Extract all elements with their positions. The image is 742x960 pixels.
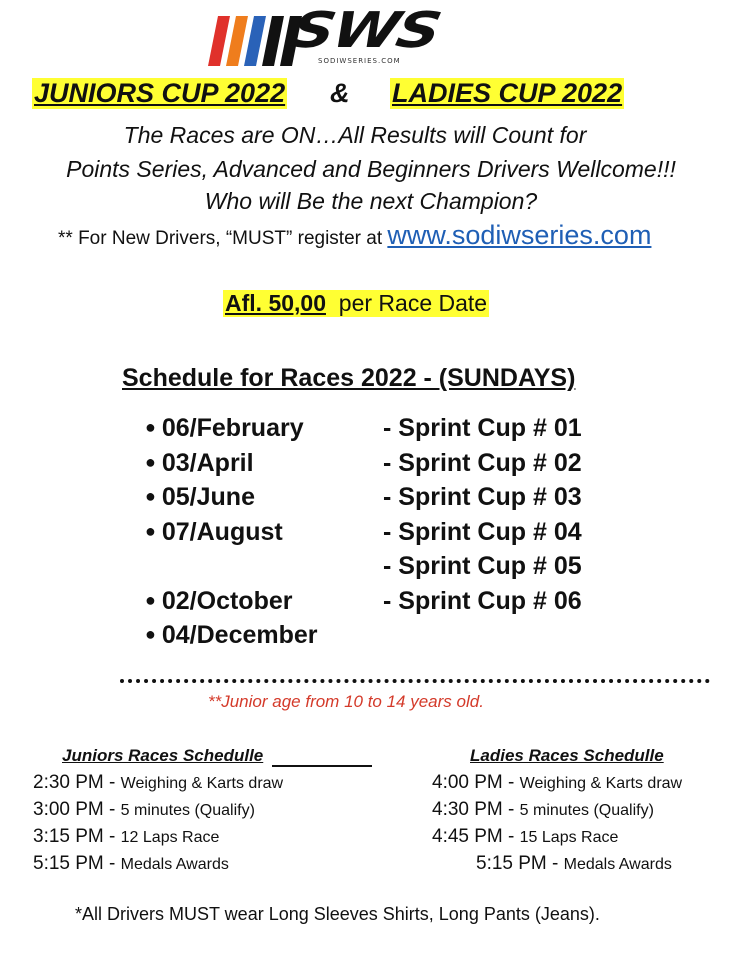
sprint-cup-item: - Sprint Cup # 03 bbox=[383, 483, 582, 511]
logo-wordmark: SWS bbox=[285, 2, 445, 60]
schedule-desc: 5 minutes (Qualify) bbox=[120, 802, 255, 819]
race-date-item bbox=[145, 587, 292, 616]
race-date: 04/December bbox=[161, 621, 318, 649]
price-suffix: per Race Date bbox=[338, 290, 488, 316]
schedule-desc: Medals Awards bbox=[563, 856, 672, 873]
bullet-icon: ● bbox=[145, 521, 156, 541]
website-link[interactable]: www.sodiwseries.com bbox=[387, 220, 652, 250]
sprint-cup-item: - Sprint Cup # 01 bbox=[383, 414, 582, 442]
bullet-icon: ● bbox=[145, 452, 156, 472]
schedule-time: 3:00 PM - bbox=[33, 799, 121, 820]
intro-line-1: The Races are ON…All Results will Count for bbox=[123, 122, 587, 148]
schedule-time: 5:15 PM - bbox=[33, 853, 121, 874]
race-date: 06/February bbox=[161, 414, 304, 442]
ladies-schedule-heading: Ladies Races Schedulle bbox=[470, 746, 664, 765]
headline-ampersand: & bbox=[330, 78, 350, 108]
schedule-desc: 12 Laps Race bbox=[120, 829, 220, 846]
schedule-time: 2:30 PM - bbox=[33, 772, 121, 793]
register-text: ** For New Drivers, “MUST” register at bbox=[58, 228, 388, 249]
price-amount: Afl. 50,00 bbox=[225, 290, 326, 316]
sws-logo bbox=[200, 2, 505, 70]
bullet-icon: ● bbox=[145, 417, 156, 437]
junior-age-note: **Junior age from 10 to 14 years old. bbox=[208, 692, 484, 711]
juniors-schedule-row bbox=[33, 853, 229, 875]
schedule-time: 5:15 PM - bbox=[476, 853, 564, 874]
bullet-icon: ● bbox=[145, 624, 156, 644]
schedule-desc: 15 Laps Race bbox=[519, 829, 619, 846]
schedule-desc: Medals Awards bbox=[120, 856, 229, 873]
bullet-icon: ● bbox=[145, 590, 156, 610]
race-date: 05/June bbox=[161, 483, 255, 511]
ladies-schedule-row bbox=[432, 772, 682, 794]
race-date-item bbox=[145, 483, 255, 512]
dress-code-note: *All Drivers MUST wear Long Sleeves Shirts, Long Pants (Jeans). bbox=[75, 904, 600, 924]
schedule-title: Schedule for Races 2022 - (SUNDAYS) bbox=[122, 364, 576, 392]
register-note bbox=[58, 220, 651, 251]
race-date-item bbox=[145, 518, 283, 547]
schedule-time: 4:00 PM - bbox=[432, 772, 520, 793]
ladies-cup-title: LADIES CUP 2022 bbox=[392, 78, 623, 108]
race-date-item bbox=[145, 621, 318, 650]
ladies-schedule-row bbox=[432, 799, 654, 821]
race-date: 02/October bbox=[161, 587, 293, 615]
juniors-schedule-row bbox=[33, 799, 255, 821]
schedule-desc: 5 minutes (Qualify) bbox=[519, 802, 654, 819]
race-date: 03/April bbox=[161, 449, 254, 477]
juniors-schedule-row bbox=[33, 826, 219, 848]
ladies-schedule-row bbox=[432, 826, 618, 848]
juniors-schedule-row bbox=[33, 772, 283, 794]
bullet-icon: ● bbox=[145, 486, 156, 506]
logo-subtext: SODIWSERIES.COM bbox=[318, 57, 401, 65]
race-date-item bbox=[145, 449, 254, 478]
schedule-desc: Weighing & Karts draw bbox=[519, 775, 683, 792]
sprint-cup-item: - Sprint Cup # 02 bbox=[383, 449, 582, 477]
juniors-cup-title: JUNIORS CUP 2022 bbox=[34, 78, 286, 108]
heading-underline bbox=[272, 765, 372, 767]
schedule-time: 4:45 PM - bbox=[432, 826, 520, 847]
schedule-time: 3:15 PM - bbox=[33, 826, 121, 847]
price-banner bbox=[223, 290, 489, 317]
schedule-time: 4:30 PM - bbox=[432, 799, 520, 820]
race-date-item bbox=[145, 414, 304, 443]
juniors-schedule-heading: Juniors Races Schedulle bbox=[62, 746, 264, 765]
intro-line-3: Who will Be the next Champion? bbox=[204, 188, 538, 214]
race-date: 07/August bbox=[161, 518, 283, 546]
sprint-cup-item: - Sprint Cup # 06 bbox=[383, 587, 582, 615]
sprint-cup-item: - Sprint Cup # 04 bbox=[383, 518, 582, 546]
intro-line-2: Points Series, Advanced and Beginners Drivers Wellcome!!! bbox=[66, 156, 676, 182]
ladies-schedule-row bbox=[476, 853, 672, 875]
schedule-desc: Weighing & Karts draw bbox=[120, 775, 284, 792]
dotted-divider bbox=[120, 669, 710, 683]
sprint-cup-item: - Sprint Cup # 05 bbox=[383, 552, 582, 580]
